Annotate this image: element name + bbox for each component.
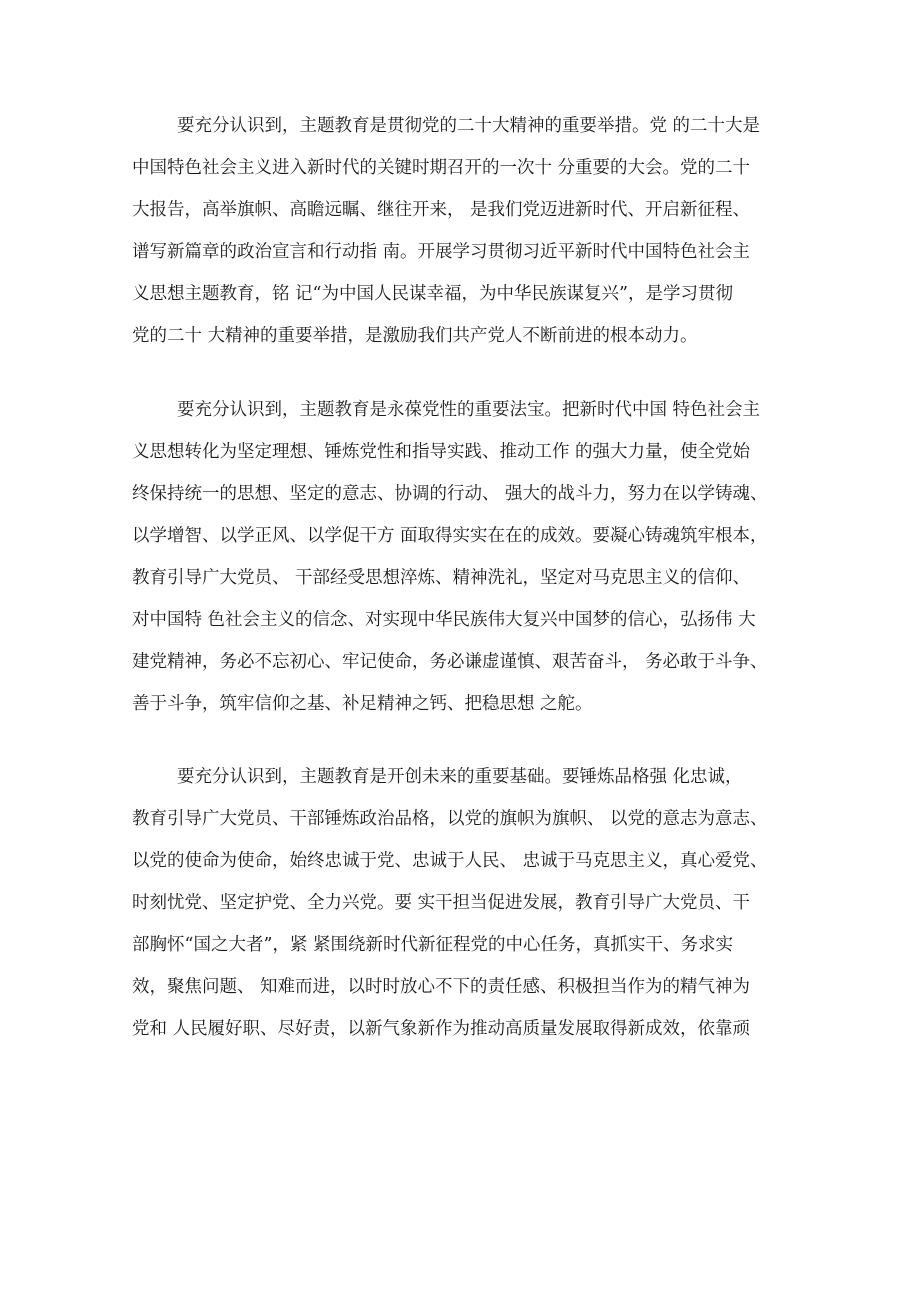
paragraph-line: 善于斗争，筑牢信仰之基、补足精神之钙、把稳思想 之舵。 — [132, 694, 593, 714]
paragraph-line: 对中国特 色社会主义的信念、对实现中华民族伟大复兴中国梦的信心，弘扬伟 大 — [132, 610, 756, 630]
paragraph-line: 要充分认识到，主题教育是贯彻党的二十大精神的重要举措。党 的二十大是 — [177, 116, 761, 136]
paragraph-line: 教育引导广大党员、 干部经受思想淬炼、精神洗礼，坚定对马克思主义的信仰、 — [132, 568, 751, 588]
paragraph-line: 党的二十 大精神的重要举措，是激励我们共产党人不断前进的根本动力。 — [132, 326, 698, 346]
paragraph-line: 时刻忧党、坚定护党、全力兴党。要 实干担当促进发展，教育引导广大党员、干 — [132, 893, 751, 913]
paragraph-line: 要充分认识到，主题教育是永葆党性的重要法宝。把新时代中国 特色社会主 — [177, 400, 761, 420]
paragraph-line: 以学增智、以学正风、以学促干方 面取得实实在在的成效。要凝心铸魂筑牢根本， — [132, 526, 768, 546]
paragraph-line: 大报告，高举旗帜、高瞻远瞩、继往开来， 是我们党迈进新时代、开启新征程、 — [132, 200, 751, 220]
paragraph-line: 义思想转化为坚定理想、锤炼党性和指导实践、推动工作 的强大力量，使全党始 — [132, 442, 751, 462]
paragraph-line: 以党的使命为使命，始终忠诚于党、忠诚于人民、 忠诚于马克思主义，真心爱党、 — [132, 851, 768, 871]
paragraph-line: 义思想主题教育，铭 记“为中国人民谋幸福，为中华民族谋复兴”，是学习贯彻 — [132, 284, 733, 304]
paragraph-line: 党和 人民履好职、尽好责，以新气象新作为推动高质量发展取得新成效，依靠顽 — [132, 1019, 751, 1039]
paragraph-line: 教育引导广大党员、干部锤炼政治品格，以党的旗帜为旗帜、 以党的意志为意志、 — [132, 809, 768, 829]
paragraph-line: 效，聚焦问题、 知难而进，以时时放心不下的责任感、积极担当作为的精气神为 — [132, 977, 751, 997]
paragraph-line: 中国特色社会主义进入新时代的关键时期召开的一次十 分重要的大会。党的二十 — [132, 158, 751, 178]
paragraph-line: 终保持统一的思想、坚定的意志、协调的行动、 强大的战斗力，努力在以学铸魂、 — [132, 484, 768, 504]
paragraph-line: 要充分认识到，主题教育是开创未来的重要基础。要锤炼品格强 化忠诚， — [177, 767, 743, 787]
paragraph-line: 建党精神，务必不忘初心、牢记使命，务必谦虚谨慎、艰苦奋斗， 务必敢于斗争、 — [132, 652, 768, 672]
paragraph-line: 部胸怀“国之大者”，紧 紧围绕新时代新征程党的中心任务，真抓实干、务求实 — [132, 935, 733, 955]
paragraph-line: 谱写新篇章的政治宣言和行动指 南。开展学习贯彻习近平新时代中国特色社会主 — [132, 242, 751, 262]
